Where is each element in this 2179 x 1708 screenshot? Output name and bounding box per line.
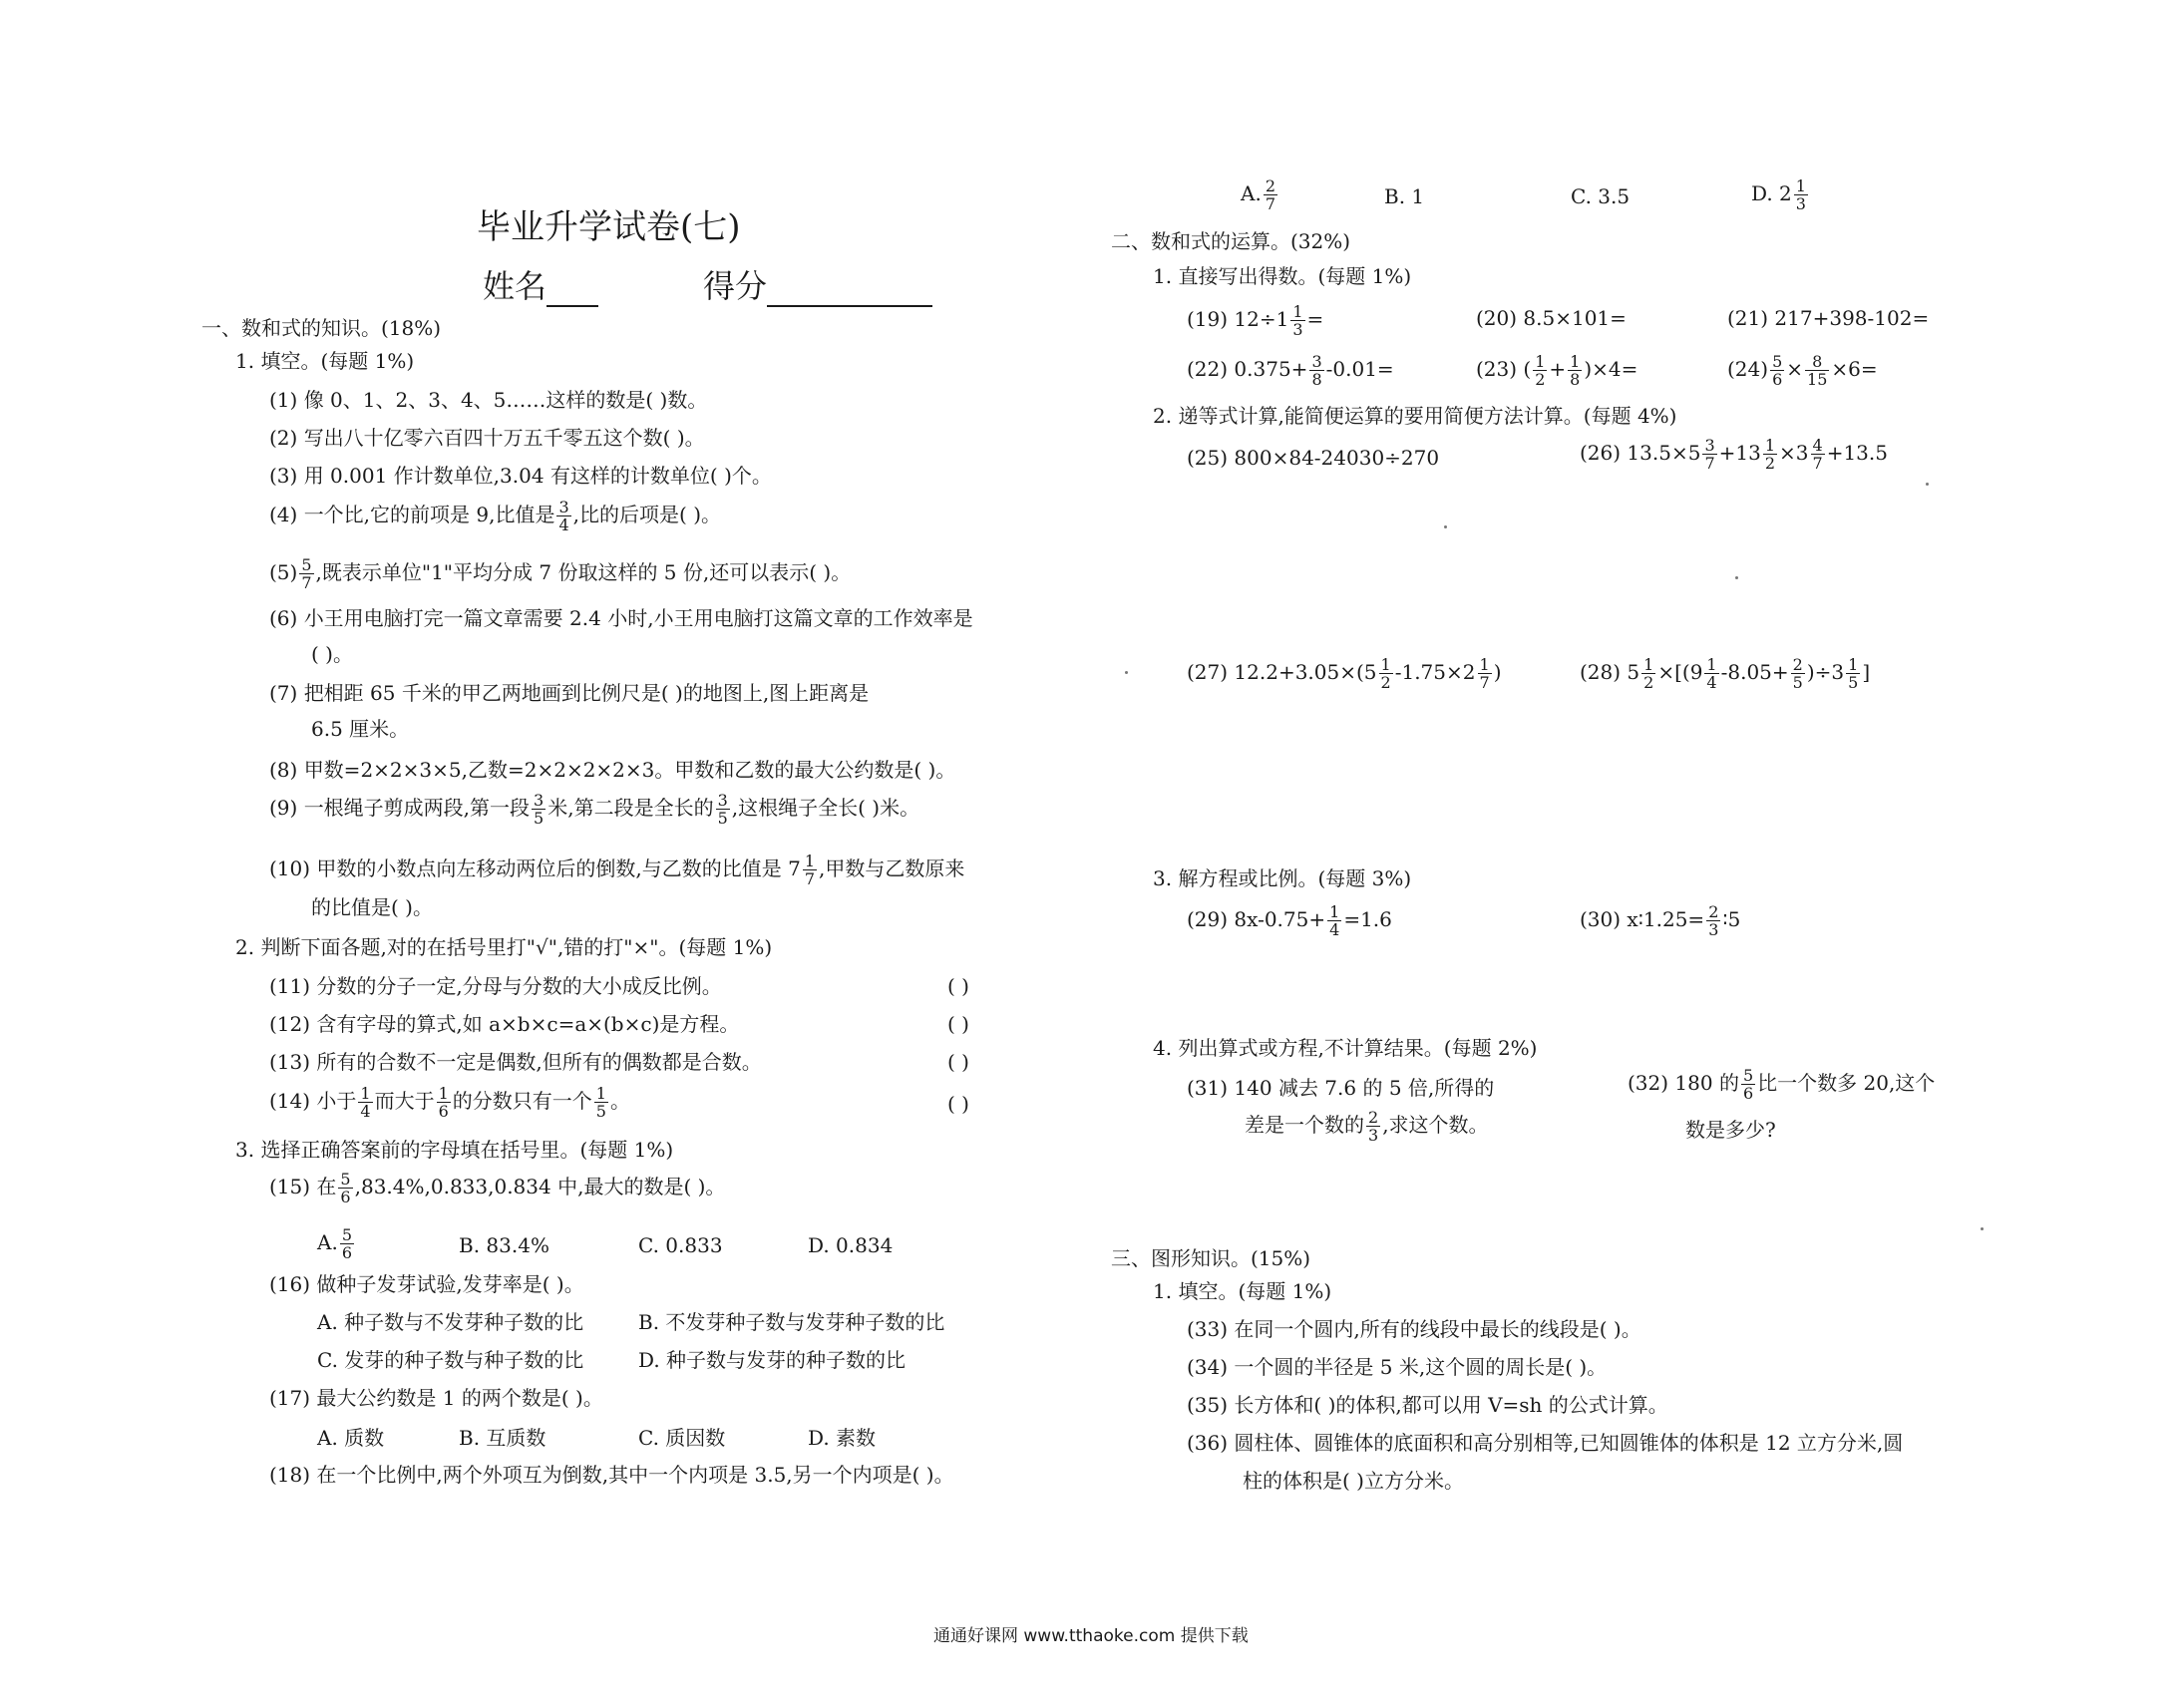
- part-1-1-heading: 1. 填空。(每题 1%): [235, 349, 415, 373]
- option-16-a: A. 种子数与不发芽种子数的比: [317, 1310, 584, 1334]
- fraction: $\frac{1}{2}$: [1764, 436, 1776, 473]
- fraction: $\frac{1}{4}$: [360, 1084, 371, 1121]
- question-23: (23) ( $\frac{1}{2}$ + $\frac{1}{8}$ )×4=: [1476, 352, 1638, 389]
- fraction: $\frac{1}{4}$: [1329, 902, 1340, 939]
- question-22: (22) 0.375+ $\frac{3}{8}$ -0.01=: [1187, 352, 1394, 389]
- fraction: $\frac{3}{7}$: [1704, 436, 1715, 473]
- question-5: (5) $\frac{5}{7}$ ,既表示单位"1"平均分成 7 份取这样的 5 份,还可以表示( )。: [269, 555, 852, 592]
- fraction: $\frac{5}{7}$: [301, 555, 312, 592]
- fraction: $\frac{1}{2}$: [1380, 655, 1391, 692]
- fraction: $\frac{4}{7}$: [1812, 436, 1823, 473]
- question-11: (11) 分数的分子一定,分母与分数的大小成反比例。: [269, 974, 722, 998]
- question-2: (2) 写出八十亿零六百四十万五千零五这个数( )。: [269, 426, 705, 450]
- fraction: $\frac{1}{3}$: [1292, 302, 1303, 339]
- part-2-1-heading: 1. 直接写出得数。(每题 1%): [1153, 264, 1412, 288]
- question-21: (21) 217+398-102=: [1727, 306, 1930, 330]
- fraction: $\frac{1}{2}$: [1535, 352, 1546, 389]
- question-19: (19) 12÷1 $\frac{1}{3}$ =: [1187, 302, 1324, 339]
- question-6: (6) 小王用电脑打完一篇文章需要 2.4 小时,小王用电脑打这篇文章的工作效率是: [269, 606, 973, 630]
- option-16-b: B. 不发芽种子数与发芽种子数的比: [638, 1310, 945, 1334]
- scan-speck: [1735, 576, 1738, 579]
- answer-bracket-12: ( ): [947, 1012, 969, 1036]
- fraction: $\frac{1}{2}$: [1643, 655, 1654, 692]
- question-31: (31) 140 减去 7.6 的 5 倍,所得的: [1187, 1076, 1495, 1100]
- fraction: $\frac{5}{6}$: [1772, 352, 1783, 389]
- question-4: (4) 一个比,它的前项是 9,比值是 $\frac{3}{4}$ ,比的后项是( )。: [269, 498, 721, 534]
- fraction: $\frac{1}{5}$: [595, 1084, 606, 1121]
- fraction: $\frac{3}{5}$: [534, 791, 545, 828]
- option-17-a: A. 质数: [317, 1426, 385, 1450]
- question-26: (26) 13.5×5 $\frac{3}{7}$ +13 $\frac{1}{2}$ ×3 $\frac{4}{7}$ +13.5: [1580, 436, 1888, 473]
- part-1-3-heading: 3. 选择正确答案前的字母填在括号里。(每题 1%): [235, 1138, 674, 1162]
- question-27: (27) 12.2+3.05×(5 $\frac{1}{2}$ -1.75×2 $\frac{1}{7}$ ): [1187, 655, 1502, 692]
- question-24: (24) $\frac{5}{6}$ × $\frac{8}{15}$ ×6=: [1727, 352, 1878, 389]
- section-1-heading: 一、数和式的知识。(18%): [201, 316, 442, 340]
- option-15-b: B. 83.4%: [459, 1233, 549, 1257]
- fraction: $\frac{1}{6}$: [438, 1084, 449, 1121]
- answer-bracket-14: ( ): [947, 1092, 969, 1116]
- question-9: (9) 一根绳子剪成两段,第一段 $\frac{3}{5}$ 米,第二段是全长的 $\frac{3}{5}$ ,这根绳子全长( )米。: [269, 791, 920, 828]
- question-30: (30) x∶1.25= $\frac{2}{3}$ ∶5: [1580, 902, 1741, 939]
- answer-bracket-13: ( ): [947, 1050, 969, 1074]
- question-1: (1) 像 0、1、2、3、4、5……这样的数是( )数。: [269, 388, 708, 412]
- fraction: $\frac{5}{6}$: [341, 1225, 352, 1262]
- question-18: (18) 在一个比例中,两个外项互为倒数,其中一个内项是 3.5,另一个内项是( )。: [269, 1463, 954, 1487]
- fraction: $\frac{1}{3}$: [1795, 176, 1806, 213]
- option-16-c: C. 发芽的种子数与种子数的比: [317, 1348, 584, 1372]
- fraction: $\frac{1}{4}$: [1706, 655, 1717, 692]
- question-10: (10) 甲数的小数点向左移动两位后的倒数,与乙数的比值是 7 $\frac{1}{7}$ ,甲数与乙数原来: [269, 852, 965, 888]
- option-18-c: C. 3.5: [1571, 184, 1631, 208]
- part-2-3-heading: 3. 解方程或比例。(每题 3%): [1153, 866, 1412, 890]
- option-18-b: B. 1: [1384, 184, 1425, 208]
- question-14: (14) 小于 $\frac{1}{4}$ 而大于 $\frac{1}{6}$ 的分数只有一个 $\frac{1}{5}$ 。: [269, 1084, 630, 1121]
- option-18-a: A. $\frac{2}{7}$: [1241, 176, 1275, 213]
- question-7: (7) 把相距 65 千米的甲乙两地画到比例尺是( )的地图上,图上距离是: [269, 681, 870, 705]
- question-15: (15) 在 $\frac{5}{6}$ ,83.4%,0.833,0.834 中,最大的数是( )。: [269, 1170, 726, 1206]
- fraction: $\frac{1}{7}$: [804, 852, 816, 888]
- question-12: (12) 含有字母的算式,如 a×b×c=a×(b×c)是方程。: [269, 1012, 740, 1036]
- fraction: $\frac{1}{5}$: [1848, 655, 1859, 692]
- option-15-d: D. 0.834: [808, 1233, 894, 1257]
- option-15-c: C. 0.833: [638, 1233, 723, 1257]
- fraction: $\frac{2}{5}$: [1792, 655, 1803, 692]
- score-label: 得分: [703, 267, 768, 305]
- part-3-1-heading: 1. 填空。(每题 1%): [1153, 1279, 1332, 1303]
- question-16: (16) 做种子发芽试验,发芽率是( )。: [269, 1272, 584, 1296]
- question-34: (34) 一个圆的半径是 5 米,这个圆的周长是( )。: [1187, 1355, 1608, 1379]
- question-29: (29) 8x-0.75+ $\frac{1}{4}$ =1.6: [1187, 902, 1392, 939]
- part-1-2-heading: 2. 判断下面各题,对的在括号里打"√",错的打"×"。(每题 1%): [235, 935, 773, 959]
- score-field: [703, 261, 932, 307]
- page-title: 毕业升学试卷(七): [477, 207, 741, 247]
- score-blank: [767, 277, 932, 307]
- question-13: (13) 所有的合数不一定是偶数,但所有的偶数都是合数。: [269, 1050, 762, 1074]
- fraction: $\frac{3}{4}$: [558, 498, 569, 534]
- fraction: $\frac{3}{5}$: [717, 791, 728, 828]
- fraction: $\frac{1}{8}$: [1570, 352, 1581, 389]
- question-32: (32) 180 的 $\frac{5}{6}$ 比一个数多 20,这个: [1628, 1066, 1936, 1103]
- name-field: [483, 261, 598, 307]
- question-25: (25) 800×84-24030÷270: [1187, 446, 1440, 470]
- question-36-cont: 柱的体积是( )立方分米。: [1243, 1469, 1464, 1493]
- footer-credit: 通通好课网 www.tthaoke.com 提供下载: [933, 1626, 1249, 1646]
- question-32-cont: 数是多少?: [1685, 1118, 1776, 1142]
- fraction: $\frac{2}{3}$: [1708, 902, 1719, 939]
- fraction: $\frac{2}{7}$: [1265, 176, 1275, 213]
- question-10-cont: 的比值是( )。: [311, 895, 433, 919]
- option-15-a: A. $\frac{5}{6}$: [317, 1225, 352, 1262]
- fraction: $\frac{3}{8}$: [1311, 352, 1322, 389]
- question-8: (8) 甲数=2×2×3×5,乙数=2×2×2×2×3。甲数和乙数的最大公约数是( )。: [269, 758, 956, 782]
- option-17-c: C. 质因数: [638, 1426, 726, 1450]
- fraction: $\frac{5}{6}$: [340, 1170, 351, 1206]
- option-17-d: D. 素数: [808, 1426, 877, 1450]
- question-28: (28) 5 $\frac{1}{2}$ ×[(9 $\frac{1}{4}$ -8.05+ $\frac{2}{5}$ )÷3 $\frac{1}{5}$ ]: [1580, 655, 1871, 692]
- question-20: (20) 8.5×101=: [1476, 306, 1627, 330]
- option-18-d: D. 2 $\frac{1}{3}$: [1751, 176, 1806, 213]
- question-17: (17) 最大公约数是 1 的两个数是( )。: [269, 1386, 603, 1410]
- section-3-heading: 三、图形知识。(15%): [1111, 1246, 1311, 1270]
- name-blank: [546, 277, 598, 307]
- part-2-2-heading: 2. 递等式计算,能简便运算的要用简便方法计算。(每题 4%): [1153, 404, 1677, 428]
- fraction: $\frac{2}{3}$: [1368, 1108, 1379, 1145]
- fraction: $\frac{8}{15}$: [1807, 352, 1828, 389]
- question-35: (35) 长方体和( )的体积,都可以用 V=sh 的公式计算。: [1187, 1393, 1668, 1417]
- answer-bracket-11: ( ): [947, 974, 969, 998]
- option-16-d: D. 种子数与发芽的种子数的比: [638, 1348, 907, 1372]
- fraction: $\frac{5}{6}$: [1742, 1066, 1754, 1103]
- name-label: 姓名: [483, 267, 547, 305]
- section-2-heading: 二、数和式的运算。(32%): [1111, 229, 1351, 253]
- question-31-cont: 差是一个数的 $\frac{2}{3}$ ,求这个数。: [1245, 1108, 1489, 1145]
- scan-speck: [1981, 1227, 1984, 1230]
- scan-speck: [1444, 525, 1447, 528]
- fraction: $\frac{1}{7}$: [1479, 655, 1490, 692]
- question-7-cont: 6.5 厘米。: [311, 717, 410, 741]
- part-2-4-heading: 4. 列出算式或方程,不计算结果。(每题 2%): [1153, 1036, 1538, 1060]
- question-6-blank: ( )。: [311, 642, 353, 666]
- option-17-b: B. 互质数: [459, 1426, 546, 1450]
- scan-speck: [1125, 671, 1128, 674]
- question-33: (33) 在同一个圆内,所有的线段中最长的线段是( )。: [1187, 1317, 1641, 1341]
- question-3: (3) 用 0.001 作计数单位,3.04 有这样的计数单位( )个。: [269, 464, 772, 488]
- question-36: (36) 圆柱体、圆锥体的底面积和高分别相等,已知圆锥体的体积是 12 立方分米,圆: [1187, 1431, 1904, 1455]
- scan-speck: [1926, 483, 1929, 486]
